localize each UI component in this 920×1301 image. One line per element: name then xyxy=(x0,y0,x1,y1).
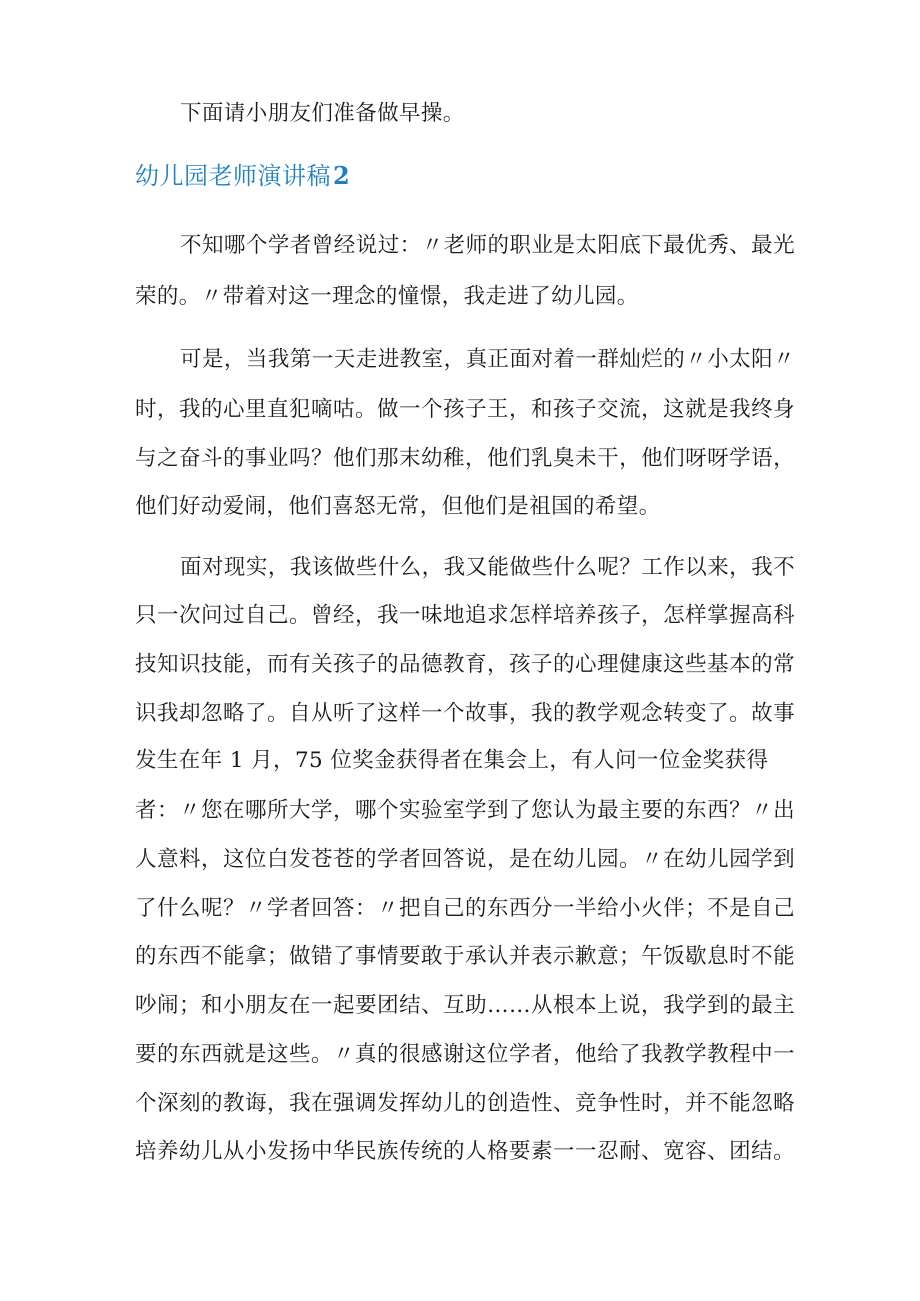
paragraph-line: 与之奋斗的事业吗？他们那末幼稚，他们乳臭未干，他们呀呀学语， xyxy=(135,446,795,471)
paragraph-line: 只一次问过自己。曾经，我一味地追求怎样培养孩子，怎样掌握高科 xyxy=(135,603,795,628)
paragraph-line: 个深刻的教诲，我在强调发挥幼儿的创造性、竞争性时，并不能忽略 xyxy=(135,1091,795,1116)
paragraph-line: 人意料，这位白发苍苍的学者回答说，是在幼儿园。〃在幼儿园学到 xyxy=(135,847,795,872)
paragraph-line: 的东西不能拿；做错了事情要敢于承认并表示歉意；午饭歇息时不能 xyxy=(135,944,795,969)
heading-title: 幼儿园老师演讲稿 xyxy=(135,162,331,190)
paragraph-line: 可是，当我第一天走进教室，真正面对着一群灿烂的〃小太阳〃 xyxy=(180,347,795,372)
paragraph-line: 吵闹；和小朋友在一起要团结、互助……从根本上说，我学到的最主 xyxy=(135,993,795,1018)
paragraph-line: 不知哪个学者曾经说过：〃老师的职业是太阳底下最优秀、最光 xyxy=(180,233,795,258)
paragraph-line: 了什么呢？〃学者回答：〃把自己的东西分一半给小火伴；不是自己 xyxy=(135,896,795,921)
heading-number: 2 xyxy=(333,161,351,190)
section-heading xyxy=(135,160,350,192)
intro-line: 下面请小朋友们准备做早操。 xyxy=(180,101,465,126)
paragraph-line: 面对现实，我该做些什么，我又能做些什么呢？工作以来，我不 xyxy=(180,555,795,580)
paragraph-line: 技知识技能，而有关孩子的品德教育，孩子的心理健康这些基本的常 xyxy=(135,652,795,677)
paragraph-line: 识我却忽略了。自从听了这样一个故事，我的教学观念转变了。故事 xyxy=(135,701,795,726)
paragraph-line: 荣的。〃带着对这一理念的憧憬，我走进了幼儿园。 xyxy=(135,284,639,309)
paragraph-line: 要的东西就是这些。〃真的很感谢这位学者，他给了我教学教程中一 xyxy=(135,1042,795,1067)
paragraph-line: 培养幼儿从小发扬中华民族传统的人格要素一一忍耐、宽容、团结。 xyxy=(135,1139,795,1164)
paragraph-line: 发生在年 1 月，75 位奖金获得者在集会上，有人问一位金奖获得 xyxy=(135,748,769,773)
paragraph-line: 他们好动爱闹，他们喜怒无常，但他们是祖国的希望。 xyxy=(135,494,661,519)
paragraph-line: 时，我的心里直犯嘀咕。做一个孩子王，和孩子交流，这就是我终身 xyxy=(135,397,795,422)
paragraph-line: 者：〃您在哪所大学，哪个实验室学到了您认为最主要的东西？〃出 xyxy=(135,798,795,823)
